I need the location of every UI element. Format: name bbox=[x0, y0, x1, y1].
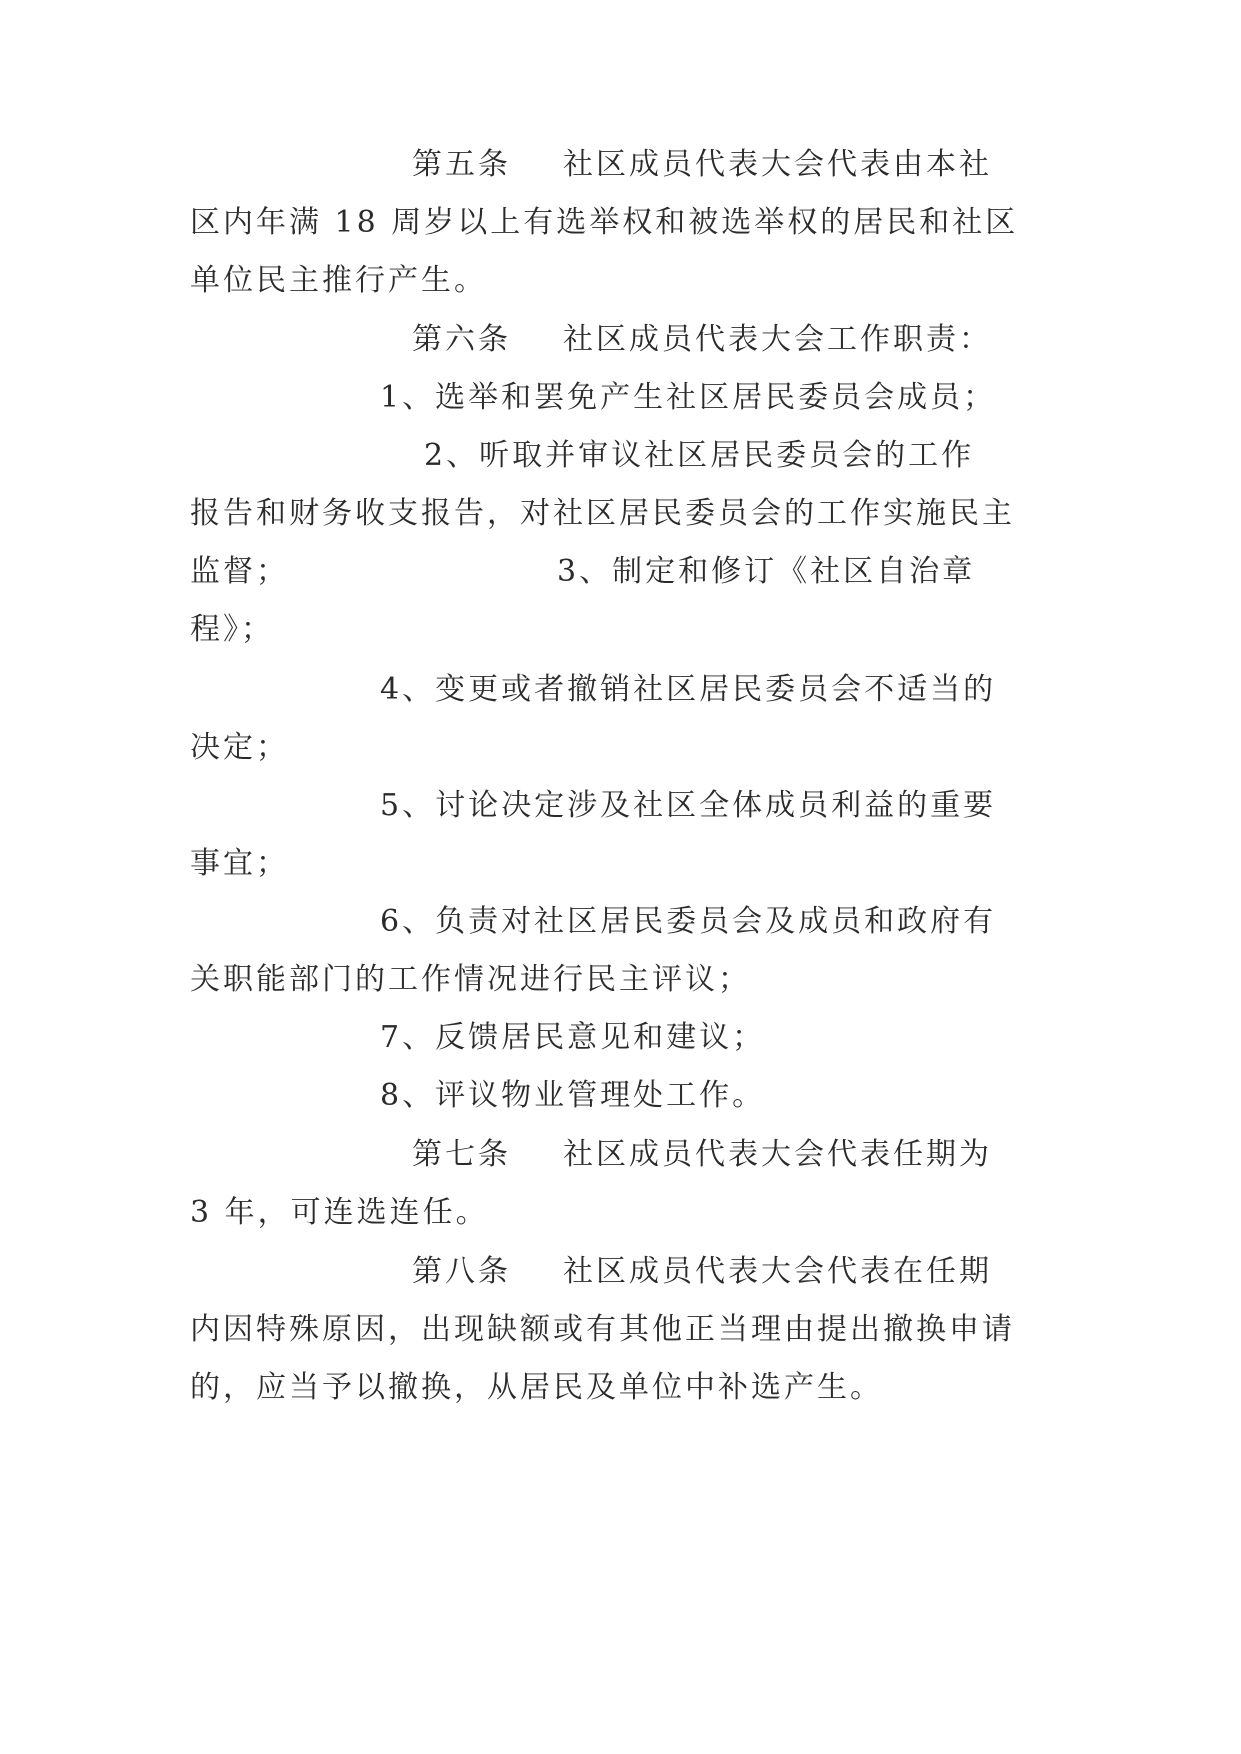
article-7-line-1 bbox=[412, 1133, 992, 1177]
article-5-text: 社区成员代表大会代表由本社 bbox=[563, 147, 992, 182]
article-5-line-3: 单位民主推行产生。 bbox=[190, 263, 487, 298]
article-6-item-3-line-2: 程》； bbox=[190, 612, 274, 647]
article-5-line-1 bbox=[412, 143, 992, 187]
article-6-item-6-line-2: 关职能部门的工作情况进行民主评议； bbox=[190, 962, 751, 997]
article-6-line-1 bbox=[412, 318, 992, 362]
article-7-line-2: 3 年，可连选连任。 bbox=[190, 1195, 489, 1230]
article-8-line-2: 内因特殊原因，出现缺额或有其他正当理由提出撤换申请 bbox=[190, 1312, 1015, 1347]
article-6-item-2-line-1: 2、听取并审议社区居民委员会的工作 bbox=[424, 438, 975, 473]
article-8-text: 社区成员代表大会代表在任期 bbox=[563, 1254, 992, 1289]
article-7-text: 社区成员代表大会代表任期为 bbox=[563, 1137, 992, 1172]
article-7-heading: 第七条 bbox=[412, 1137, 511, 1172]
article-6-item-2-line-3 bbox=[190, 550, 975, 594]
article-6-item-7: 7、反馈居民意见和建议； bbox=[380, 1020, 766, 1055]
article-6-item-5-line-1: 5、讨论决定涉及社区全体成员利益的重要 bbox=[380, 788, 997, 823]
article-6-text: 社区成员代表大会工作职责： bbox=[563, 322, 992, 357]
article-6-item-2-end: 监督； bbox=[190, 554, 289, 589]
article-5-heading: 第五条 bbox=[412, 147, 511, 182]
article-5-line-2: 区内年满 18 周岁以上有选举权和被选举权的居民和社区 bbox=[190, 205, 1019, 240]
article-8-line-3: 的，应当予以撤换，从居民及单位中补选产生。 bbox=[190, 1370, 883, 1405]
article-6-item-3-line-1: 3、制定和修订《社区自治章 bbox=[557, 554, 976, 589]
article-6-item-2-line-2: 报告和财务收支报告，对社区居民委员会的工作实施民主 bbox=[190, 496, 1015, 531]
article-6-item-8: 8、评议物业管理处工作。 bbox=[380, 1078, 766, 1113]
article-6-item-5-line-2: 事宜； bbox=[190, 846, 289, 881]
article-6-item-4-line-2: 决定； bbox=[190, 730, 289, 765]
article-6-item-4-line-1: 4、变更或者撤销社区居民委员会不适当的 bbox=[380, 672, 997, 707]
article-8-line-1 bbox=[412, 1250, 992, 1294]
article-8-heading: 第八条 bbox=[412, 1254, 511, 1289]
article-6-item-1: 1、选举和罢免产生社区居民委员会成员； bbox=[380, 380, 997, 415]
article-6-heading: 第六条 bbox=[412, 322, 511, 357]
article-6-item-6-line-1: 6、负责对社区居民委员会及成员和政府有 bbox=[380, 904, 997, 939]
